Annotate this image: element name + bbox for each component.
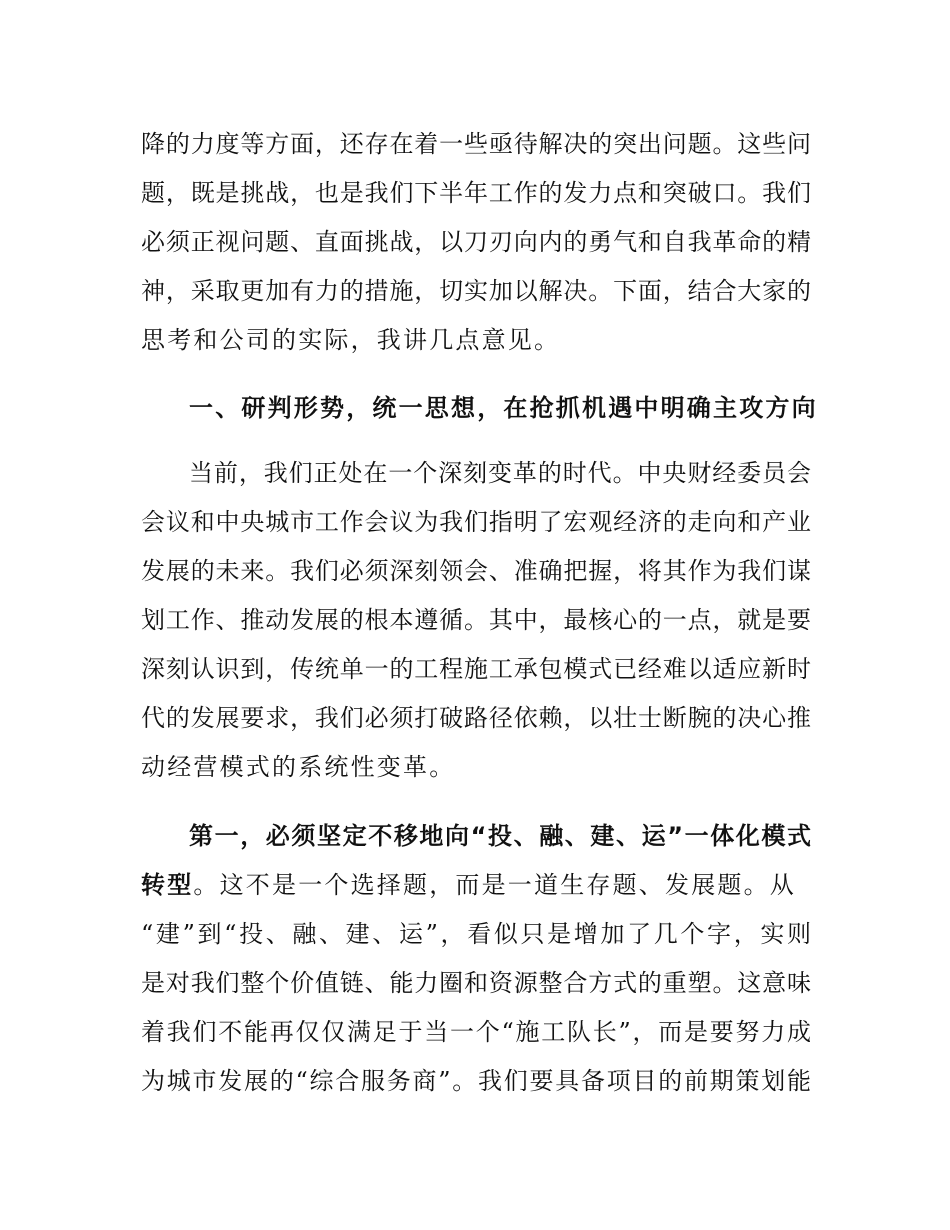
paragraph-line: 题，既是挑战，也是我们下半年工作的发力点和突破口。我们 — [141, 179, 811, 207]
paragraph-line: 划工作、推动发展的根本遵循。其中，最核心的一点，就是要 — [141, 606, 811, 634]
section-heading: 一、研判形势，统一思想，在抢抓机遇中明确主攻方向 — [189, 394, 818, 422]
paragraph-line: 代的发展要求，我们必须打破路径依赖，以壮士断腕的决心推 — [141, 704, 811, 732]
paragraph-line: 思考和公司的实际，我讲几点意见。 — [141, 326, 561, 354]
bold-lead-line: 第一，必须坚定不移地向“投、融、建、运”一体化模式 — [189, 822, 811, 850]
paragraph-line: 会议和中央城市工作会议为我们指明了宏观经济的走向和产业 — [141, 508, 811, 536]
paragraph-line: 为城市发展的“综合服务商”。我们要具备项目的前期策划能 — [141, 1067, 811, 1095]
bold-lead-end: 转型 — [141, 871, 194, 899]
paragraph-line: 必须正视问题、直面挑战，以刀刃向内的勇气和自我革命的精 — [141, 228, 811, 256]
paragraph-line — [141, 869, 811, 901]
paragraph-line: 发展的未来。我们必须深刻领会、准确把握，将其作为我们谋 — [141, 557, 811, 585]
paragraph-line: 神，采取更加有力的措施，切实加以解决。下面，结合大家的 — [141, 277, 811, 305]
paragraph-line: 降的力度等方面，还存在着一些亟待解决的突出问题。这些问 — [141, 130, 811, 158]
paragraph-line: “建”到“投、融、建、运”，看似只是增加了几个字，实则 — [141, 920, 811, 948]
paragraph-line: 当前，我们正处在一个深刻变革的时代。中央财经委员会 — [189, 459, 811, 487]
paragraph-line: 深刻认识到，传统单一的工程施工承包模式已经难以适应新时 — [141, 655, 811, 683]
paragraph-line: 动经营模式的系统性变革。 — [141, 753, 456, 781]
paragraph-line: 是对我们整个价值链、能力圈和资源整合方式的重塑。这意味 — [141, 969, 811, 997]
paragraph-line-rest: 。这不是一个选择题，而是一道生存题、发展题。从 — [193, 871, 797, 899]
paragraph-line: 着我们不能再仅仅满足于当一个“施工队长”，而是要努力成 — [141, 1018, 811, 1046]
